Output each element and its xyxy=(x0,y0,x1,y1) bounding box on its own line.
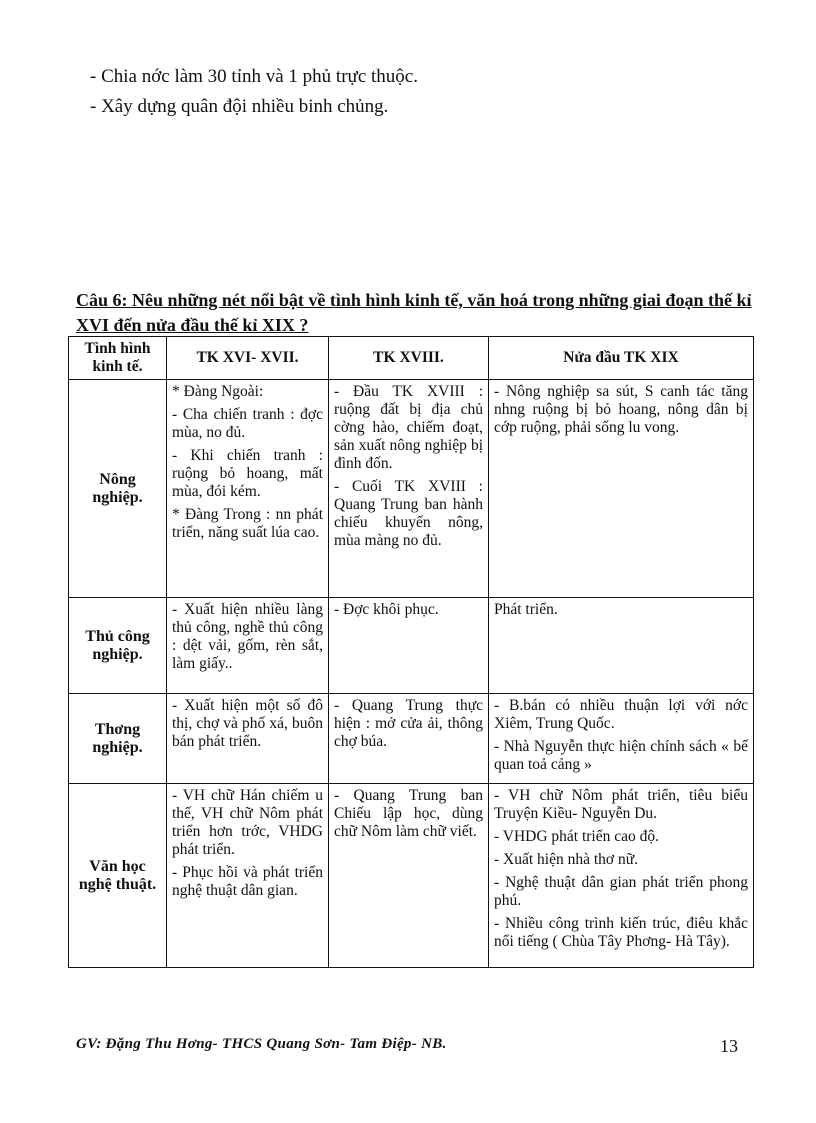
cell-line: - Xuất hiện nhà thơ nữ. xyxy=(494,851,639,868)
row-label: Nông nghiệp. xyxy=(69,380,167,598)
header-c19: Nửa đầu TK XIX xyxy=(489,337,754,380)
cell-line: - Đầu TK XVIII : ruộng đất bị địa chủ cờng hào, chiếm đoạt, sản xuất nông nghiệp bị đình đốn. xyxy=(334,383,483,472)
cell-line: - Cha chiến tranh : đợc mùa, no đủ. xyxy=(172,406,323,441)
header-c16-17: TK XVI- XVII. xyxy=(167,337,329,380)
footer-author: GV: Đặng Thu Hơng- THCS Quang Sơn- Tam Điệp- NB. xyxy=(76,1036,447,1052)
cell-line: - Nghệ thuật dân gian phát triển phong phú. xyxy=(494,874,748,909)
cell-c16-17 xyxy=(167,784,329,968)
cell-line: - Đợc khôi phục. xyxy=(334,601,439,618)
intro-text xyxy=(90,62,418,122)
cell-line: - Quang Trung ban Chiếu lập học, dùng chữ Nôm làm chữ viết. xyxy=(334,787,483,840)
cell-line: - Nông nghiệp sa sút, S canh tác tăng nhng ruộng bị bỏ hoang, nông dân bị cớp ruộng, phải sống lu vong. xyxy=(494,383,748,436)
economy-culture-table xyxy=(68,336,754,968)
cell-c19 xyxy=(489,784,754,968)
header-c18: TK XVIII. xyxy=(329,337,489,380)
cell-c18 xyxy=(329,380,489,598)
cell-c19 xyxy=(489,598,754,694)
cell-line: - Cuối TK XVIII : Quang Trung ban hành chiếu khuyến nông, mùa màng no đủ. xyxy=(334,478,483,549)
intro-line: - Chia nớc làm 30 tỉnh và 1 phủ trực thuộc. xyxy=(90,66,418,87)
page-number: 13 xyxy=(720,1036,738,1056)
cell-line: * Đàng Trong : nn phát triển, năng suất lúa cao. xyxy=(172,506,323,541)
cell-line: - Xuất hiện nhiều làng thủ công, nghề thủ công : dệt vải, gốm, rèn sắt, làm giấy.. xyxy=(172,601,323,672)
cell-line: Phát triển. xyxy=(494,601,558,618)
cell-line: - Nhiều công trình kiến trúc, điêu khắc nổi tiếng ( Chùa Tây Phơng- Hà Tây). xyxy=(494,915,748,950)
table-row xyxy=(69,784,754,968)
question-heading: Câu 6: Nêu những nét nổi bật về tình hình kinh tế, văn hoá trong những giai đoạn thế kỉ XVI đến nửa đầu thế kỉ XIX ? xyxy=(76,290,752,335)
row-label: Văn học nghệ thuật. xyxy=(69,784,167,968)
cell-c18 xyxy=(329,598,489,694)
row-label: Thơng nghiệp. xyxy=(69,694,167,784)
cell-line: - VH chữ Nôm phát triển, tiêu biểu Truyện Kiều- Nguyễn Du. xyxy=(494,787,748,822)
table-row xyxy=(69,694,754,784)
table-row xyxy=(69,380,754,598)
cell-line: - B.bán có nhiều thuận lợi với nớc Xiêm, Trung Quốc. xyxy=(494,697,748,732)
cell-line: - Xuất hiện một số đô thị, chợ và phố xá, buôn bán phát triển. xyxy=(172,697,323,750)
cell-line: - Khi chiến tranh : ruộng bỏ hoang, mất mùa, đói kém. xyxy=(172,447,323,500)
cell-c18 xyxy=(329,694,489,784)
row-label: Thủ công nghiệp. xyxy=(69,598,167,694)
cell-c18 xyxy=(329,784,489,968)
cell-c16-17 xyxy=(167,598,329,694)
cell-line: - VHDG phát triển cao độ. xyxy=(494,828,660,845)
cell-c19 xyxy=(489,694,754,784)
header-topic: Tình hình kinh tế. xyxy=(69,337,167,380)
cell-line: - Quang Trung thực hiện : mở cửa ải, thông chợ búa. xyxy=(334,697,483,750)
cell-line: - Nhà Nguyễn thực hiện chính sách « bế quan toả cảng » xyxy=(494,738,748,773)
cell-c16-17 xyxy=(167,694,329,784)
cell-line: * Đàng Ngoài: xyxy=(172,383,264,400)
cell-line: - VH chữ Hán chiếm u thế, VH chữ Nôm phát triển hơn trớc, VHDG phát triển. xyxy=(172,787,323,858)
cell-c19 xyxy=(489,380,754,598)
cell-c16-17 xyxy=(167,380,329,598)
cell-line: - Phục hồi và phát triển nghệ thuật dân gian. xyxy=(172,864,323,899)
intro-line: - Xây dựng quân đội nhiều binh chủng. xyxy=(90,96,389,117)
table-row xyxy=(69,598,754,694)
